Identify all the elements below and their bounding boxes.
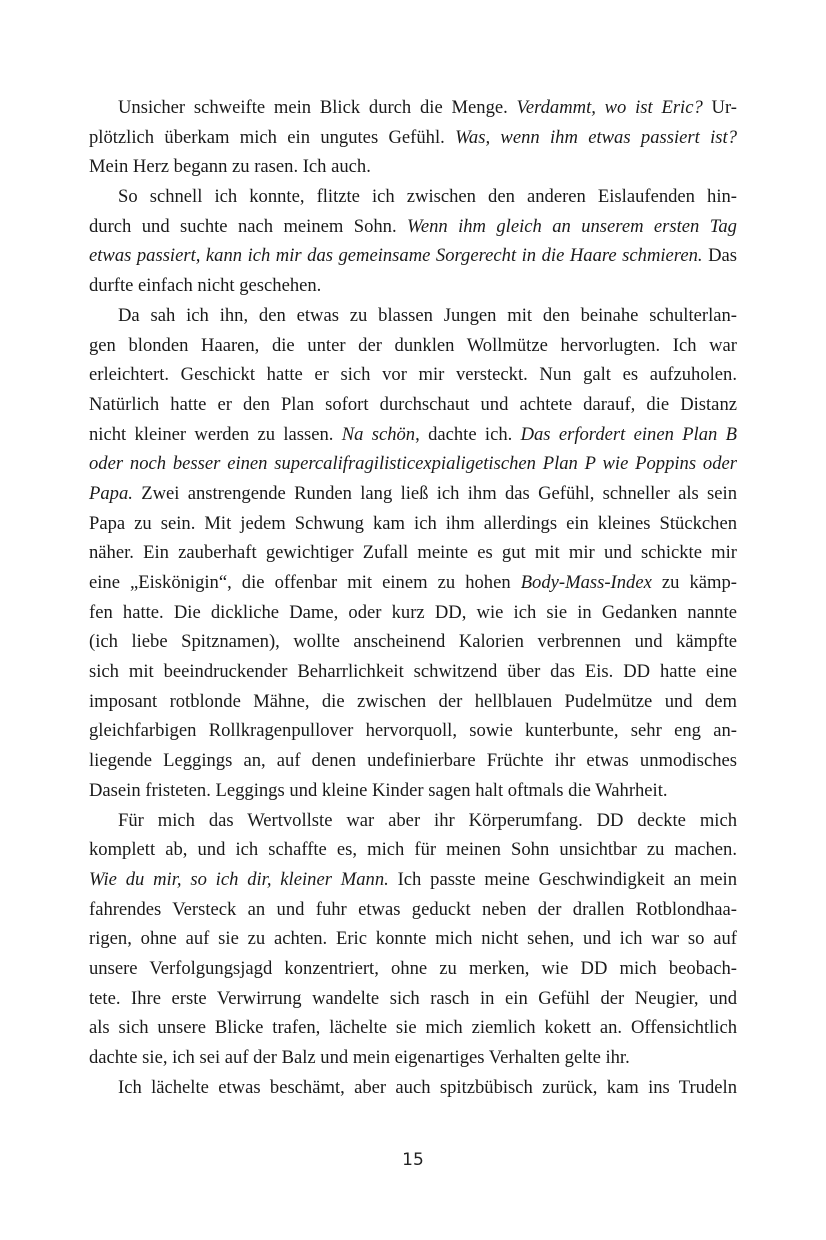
text-line [89, 865, 737, 895]
text-span: komplett ab, und ich schaffte es, mich für meinen Sohn unsichtbar zu machen. [89, 839, 737, 861]
text-span: Das [702, 245, 737, 267]
text-span: erleichtert. Geschickt hatte er sich vor mir versteckt. Nun galt es aufzuholen. [89, 364, 737, 386]
italic-text: Verdammt, wo ist Eric? [516, 97, 703, 118]
italic-text: Wenn ihm gleich an unserem ersten Tag [407, 215, 737, 237]
text-line [89, 984, 737, 1014]
italic-text: oder noch besser einen supercalifragilisticexpialigetischen Plan P wie Poppins oder [89, 453, 737, 475]
text-line [89, 835, 737, 865]
text-span: tete. Ihre erste Verwirrung wandelte sich rasch in ein Gefühl der Neugier, und [89, 987, 737, 1009]
text-span: eine „Eiskönigin“, die offenbar mit einem zu hohen [89, 572, 521, 593]
text-span: Mein Herz begann zu rasen. Ich auch. [89, 156, 371, 178]
text-span: plötzlich überkam mich ein ungutes Gefühl. [89, 126, 456, 148]
text-span: imposant rotblonde Mähne, die zwischen der hellblauen Pudelmütze und dem [89, 690, 737, 712]
text-line [89, 954, 737, 984]
text-line [89, 271, 737, 301]
text-line [89, 331, 737, 361]
text-line [89, 716, 737, 746]
text-line [89, 806, 737, 836]
text-span: als sich unsere Blicke trafen, lächelte sie mich ziemlich kokett an. Offensichtlich [89, 1017, 737, 1039]
text-span: rigen, ohne auf sie zu achten. Eric konnte mich nicht sehen, und ich war so auf [89, 928, 737, 950]
text-line [89, 449, 737, 479]
italic-text: Was, wenn ihm etwas passiert ist? [455, 126, 737, 148]
text-span: Unsicher schweifte mein Blick durch die Menge. [118, 97, 517, 118]
text-span: unsere Verfolgungsjagd konzentriert, ohne zu merken, wie DD mich beobach- [89, 957, 737, 979]
text-span: Ur- [702, 97, 737, 118]
italic-text: Body-Mass-Index [520, 572, 652, 593]
text-line [89, 568, 737, 598]
text-line [89, 1073, 737, 1103]
paragraph [89, 182, 737, 301]
text-line [89, 152, 737, 182]
italic-text: Das erfordert einen Plan B [520, 423, 737, 445]
text-span: durfte einfach nicht geschehen. [89, 275, 322, 297]
text-span: liegende Leggings an, auf denen undefinierbare Früchte ihr etwas unmodisches [89, 750, 737, 772]
text-span: Zwei anstrengende Runden lang ließ ich ihm das Gefühl, schneller als sein [132, 482, 737, 504]
text-span: durch und suchte nach meinem Sohn. [89, 215, 408, 237]
text-span: fahrendes Versteck an und fuhr etwas geduckt neben der drallen Rotblondhaa- [89, 898, 737, 920]
text-span: (ich liebe Spitznamen), wollte anscheinend Kalorien verbrennen und kämpfte [89, 631, 737, 653]
text-line [89, 776, 737, 806]
text-line [89, 123, 737, 153]
body-text [89, 93, 737, 1102]
text-span: zu kämp- [651, 572, 738, 593]
text-line [89, 479, 737, 509]
text-line [89, 390, 737, 420]
text-line [89, 598, 737, 628]
text-line [89, 212, 737, 242]
text-line [89, 924, 737, 954]
text-span: sich mit beeindruckender Beharrlichkeit schwitzend über das Eis. DD hatte eine [89, 661, 737, 683]
text-line [89, 241, 737, 271]
italic-text: Papa. [89, 482, 133, 504]
text-line [89, 538, 737, 568]
paragraph [89, 301, 737, 806]
text-line [89, 301, 737, 331]
text-span: , dachte ich. [415, 423, 521, 445]
italic-text: Na schön [341, 423, 416, 445]
text-line [89, 420, 737, 450]
text-line [89, 687, 737, 717]
text-span: Für mich das Wertvollste war aber ihr Körperumfang. DD deckte mich [118, 809, 737, 831]
text-line [89, 746, 737, 776]
paragraph [89, 93, 737, 182]
text-span: dachte sie, ich sei auf der Balz und mein eigenartiges Verhalten gelte ihr. [89, 1047, 630, 1068]
text-line [89, 182, 737, 212]
text-span: nicht kleiner werden zu lassen. [89, 423, 342, 445]
text-span: fen hatte. Die dickliche Dame, oder kurz DD, wie ich sie in Gedanken nannte [89, 601, 737, 623]
text-span: Papa zu sein. Mit jedem Schwung kam ich ihm allerdings ein kleines Stückchen [89, 512, 737, 534]
text-span: Da sah ich ihn, den etwas zu blassen Jungen mit den beinahe schulterlan- [118, 304, 737, 326]
text-line [89, 1043, 737, 1073]
text-span: näher. Ein zauberhaft gewichtiger Zufall meinte es gut mit mir und schickte mir [89, 542, 737, 564]
text-span: gleichfarbigen Rollkragenpullover hervorquoll, sowie kunterbunte, sehr eng an- [89, 720, 737, 742]
text-line [89, 627, 737, 657]
text-span: Ich passte meine Geschwindigkeit an mein [388, 868, 737, 890]
text-line [89, 895, 737, 925]
text-line [89, 509, 737, 539]
text-line [89, 1013, 737, 1043]
paragraph [89, 1073, 737, 1103]
text-span: Dasein fristeten. Leggings und kleine Kinder sagen halt oftmals die Wahrheit. [89, 779, 668, 801]
text-span: Natürlich hatte er den Plan sofort durchschaut und achtete darauf, die Distanz [89, 393, 737, 415]
text-span: gen blonden Haaren, die unter der dunklen Wollmütze hervorlugten. Ich war [89, 334, 737, 356]
text-span: Ich lächelte etwas beschämt, aber auch spitzbübisch zurück, kam ins Trudeln [118, 1076, 737, 1098]
text-line [89, 657, 737, 687]
text-line [89, 93, 737, 123]
text-span: So schnell ich konnte, flitzte ich zwischen den anderen Eislaufenden hin- [118, 186, 737, 208]
page-number: 15 [402, 1150, 424, 1170]
italic-text: etwas passiert, kann ich mir das gemeinsame Sorgerecht in die Haare schmieren. [89, 245, 703, 267]
italic-text: Wie du mir, so ich dir, kleiner Mann. [89, 868, 389, 890]
paragraph [89, 806, 737, 1073]
text-line [89, 360, 737, 390]
